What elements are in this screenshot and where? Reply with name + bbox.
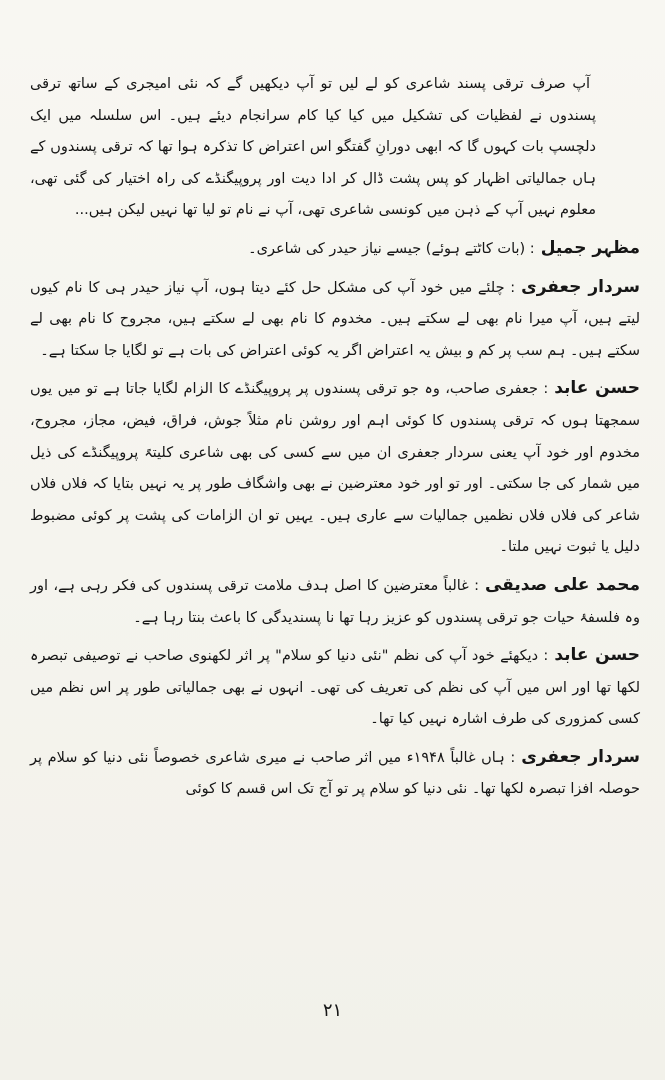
speaker-name: سردار جعفری [521,746,640,767]
paragraph-text: : دیکھئے خود آپ کی نظم "نئی دنیا کو سلام" پر اثر لکھنوی صاحب نے توصیفی تبصرہ لکھا تھا اور اس میں آپ کی نظم کی تعریف کی تھی۔ انہوں نے بھی جمالیاتی طور پر اس نظم میں کسی کمزوری کی طرف اشارہ نہیں کیا تھا۔ [30,648,640,728]
page-number: ۲۱ [322,1000,343,1021]
page-body [30,68,640,812]
paragraph-5 [30,570,640,634]
paragraph-7 [30,742,640,806]
speaker-name: مظہر جمیل [540,237,640,258]
speaker-name: حسن عابد [554,378,640,399]
paragraph-1 [30,68,640,227]
paragraph-text: آپ صرف ترقی پسند شاعری کو لے لیں تو آپ دیکھیں گے کہ نئی امیجری کے ساتھ ترقی پسندوں نے لفظیات کی تشکیل میں کیا کیا کام سرانجام دیئے ہیں۔ اس سلسلہ میں ایک دلچسپ بات کہوں گا کہ ابھی دورانِ گفتگو اس اعتراض کا تذکرہ ہوا تھا کہ ترقی پسندوں کے ہاں جمالیاتی اظہار کو پس پشت ڈال کر ادا دیت اور پروپیگنڈے کی راہ اختیار کی گئی تھی، معلوم نہیں آپ کے ذہن میں کونسی شاعری تھی، آپ نے نام تو لیا تھا نہیں لیکن ہیں... [30,76,596,219]
speaker-name: سردار جعفری [521,276,640,297]
paragraph-2 [30,233,640,266]
paragraph-text: : جعفری صاحب، وہ جو ترقی پسندوں پر پروپیگنڈے کا الزام لگایا جاتا ہے تو میں یوں سمجھتا ہوں کہ ترقی پسندوں کا کوئی اہم اور روشن نام مثلاً جوش، فراق، فیض، مجاز، مجروح، مخدوم اور خود آپ یعنی سردار جعفری ان میں سے کسی کی بھی شاعری کلیتہً پروپیگنڈے کی ذیل میں شمار کی جا سکتی۔ اور تو اور خود معترضین نے بھی واشگاف طور پر یہ نہیں بتایا کہ فلاں فلاں شاعر کی فلاں فلاں نظمیں جمالیات سے عاری ہیں۔ یہیں تو ان الزامات کی پشت پر کوئی مضبوط دلیل یا ثبوت نہیں ملتا۔ [30,381,640,556]
speaker-name: حسن عابد [554,645,640,666]
paragraph-3 [30,272,640,368]
speaker-name: محمد علی صدیقی [484,574,640,595]
paragraph-6 [30,640,640,736]
paragraph-4 [30,373,640,564]
paragraph-text: : غالباً معترضین کا اصل ہدف ملامت ترقی پسندوں کی فکر رہی ہے، اور وہ فلسفۂ حیات جو ترقی پسندوں کو عزیز رہا تھا نا پسندیدگی کا باعث بنتا رہا ہے۔ [30,577,640,626]
paragraph-text: : ہاں غالباً ۱۹۴۸ء میں اثر صاحب نے میری شاعری خصوصاً نئی دنیا کو سلام پر حوصلہ افزا تبصرہ لکھا تھا۔ نئی دنیا کو سلام پر تو آج تک اس قسم کا کوئی [30,749,640,798]
paragraph-text: : (بات کاٹتے ہوئے) جیسے نیاز حیدر کی شاعری۔ [248,240,535,257]
paragraph-text: : چلئے میں خود آپ کی مشکل حل کئے دیتا ہوں، آپ نیاز حیدر ہی کا نام کیوں لیتے ہیں، آپ میرا نام بھی لے سکتے ہیں۔ مخدوم کا نام بھی لے سکتے ہیں، مجروح کا نام بھی لے سکتے ہیں۔ ہم سب پر کم و بیش یہ اعتراض اگر یہ کوئی اعتراض کی بات ہے تو لگایا جا سکتا ہے۔ [30,279,640,359]
